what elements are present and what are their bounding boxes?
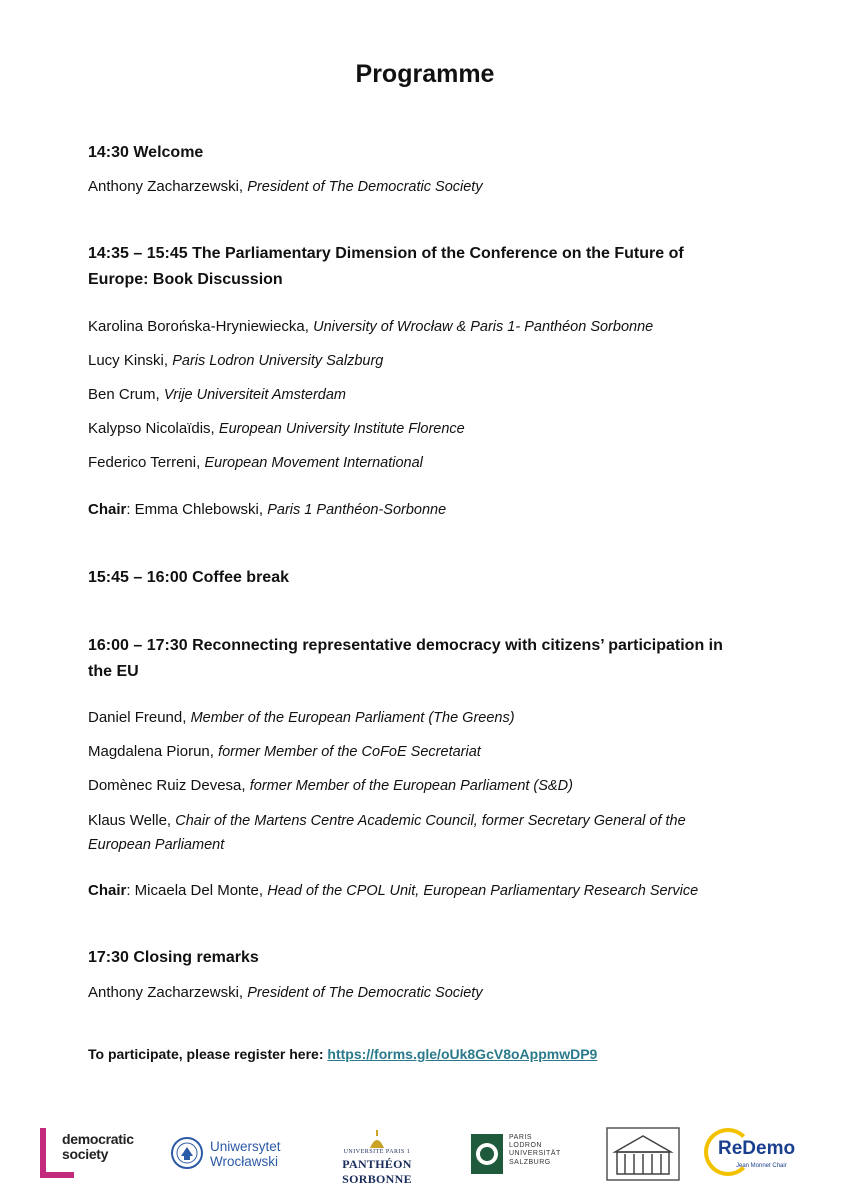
register-text: To participate, please register here: [88, 1046, 324, 1062]
chair-name: : Micaela Del Monte, [126, 882, 264, 899]
chair-name: : Emma Chlebowski, [126, 501, 264, 518]
speaker-name: Magdalena Piorun, [88, 743, 214, 760]
speaker-role: Paris Lodron University Salzburg [172, 353, 384, 369]
speaker-item [88, 348, 790, 374]
chair-label: Chair [88, 882, 127, 899]
coffee-heading: 15:45 – 16:00 Coffee break [88, 569, 289, 586]
democratic-society-wordmark: democratic society [62, 1131, 134, 1162]
speaker-role: President of The Democratic Society [247, 179, 483, 195]
speaker-item [88, 739, 790, 765]
speaker-name: Klaus Welle, [88, 812, 172, 829]
salzburg-seal-icon [471, 1134, 503, 1174]
session2-heading-line2: the EU [88, 663, 139, 680]
speaker-role: Member of the European Parliament (The Greens) [190, 710, 515, 726]
redemo-logo [704, 1128, 814, 1180]
chair-role: Paris 1 Panthéon-Sorbonne [267, 502, 447, 518]
session2-chair [88, 878, 790, 904]
speaker-role: President of The Democratic Society [247, 985, 483, 1001]
wroclaw-wordmark: Uniwersytet Wrocławski [210, 1139, 281, 1169]
speaker-role: former Member of the European Parliament (S&D) [249, 778, 573, 794]
register-line [88, 1046, 790, 1062]
democratic-society-logo [40, 1128, 150, 1180]
speaker-role: University of Wrocław & Paris 1- Panthéon Sorbonne [313, 319, 654, 335]
speaker-role-continuation [88, 832, 790, 858]
speaker-name: Ben Crum, [88, 386, 160, 403]
speaker-item [88, 382, 790, 408]
speaker-item [88, 808, 790, 834]
chair-role: Head of the CPOL Unit, European Parliamentary Research Service [267, 883, 699, 899]
session2-heading [88, 633, 790, 685]
salzburg-university-logo [471, 1132, 566, 1178]
pantheon-big-text: PANTHÉON SORBONNE [342, 1157, 412, 1186]
chair-label: Chair [88, 501, 127, 518]
wroclaw-university-logo [170, 1134, 295, 1176]
session1-heading [88, 241, 790, 293]
speaker-role: European University Institute Florence [218, 421, 465, 437]
speaker-role: Vrije Universiteit Amsterdam [163, 387, 346, 403]
speaker-name: Daniel Freund, [88, 709, 187, 726]
speaker-item [88, 773, 790, 799]
closing-heading: 17:30 Closing remarks [88, 949, 259, 966]
speaker-item [88, 314, 790, 340]
session1-heading-line1: 14:35 – 15:45 The Parliamentary Dimension of the Conference on the Future of [88, 245, 684, 262]
pantheon-sorbonne-logo [312, 1130, 442, 1186]
speaker-role-line1: Chair of the Martens Centre Academic Council, former Secretary General of the [175, 813, 686, 829]
speaker-role: former Member of the CoFoE Secretariat [218, 744, 481, 760]
speaker-role-line2: European Parliament [88, 837, 225, 853]
partner-logos [0, 1120, 850, 1190]
speaker-item [88, 416, 790, 442]
pantheon-small-text: UNIVERSITÉ PARIS 1 [343, 1149, 411, 1155]
session1-chair [88, 497, 790, 523]
closing-speaker [88, 980, 790, 1006]
welcome-speaker [88, 174, 790, 200]
speaker-name: Anthony Zacharzewski, [88, 178, 244, 195]
speaker-name: Federico Terreni, [88, 454, 201, 471]
building-emblem-logo [603, 1124, 683, 1184]
speaker-item [88, 450, 790, 476]
speaker-name: Anthony Zacharzewski, [88, 984, 244, 1001]
register-link[interactable]: https://forms.gle/oUk8GcV8oAppmwDP9 [327, 1046, 598, 1062]
building-icon [603, 1124, 683, 1184]
speaker-name: Karolina Borońska-Hryniewiecka, [88, 318, 309, 335]
wroclaw-crest-icon [170, 1136, 204, 1170]
speaker-item [88, 705, 790, 731]
speaker-role: European Movement International [204, 455, 423, 471]
session1-heading-line2: Europe: Book Discussion [88, 271, 283, 288]
welcome-heading: 14:30 Welcome [88, 144, 204, 161]
page-title: Programme [355, 60, 495, 88]
pantheon-dome-icon [367, 1130, 387, 1150]
speaker-name: Lucy Kinski, [88, 352, 169, 369]
speaker-name: Kalypso Nicolaïdis, [88, 420, 215, 437]
redemo-subtitle: Jean Monnet Chair [736, 1163, 787, 1169]
speaker-name: Domènec Ruiz Devesa, [88, 777, 246, 794]
redemo-wordmark: ReDemo [718, 1138, 796, 1159]
salzburg-wordmark: PARIS LODRON UNIVERSITÄT SALZBURG [509, 1134, 561, 1166]
session2-heading-line1: 16:00 – 17:30 Reconnecting representative democracy with citizens’ participation in [88, 637, 723, 654]
